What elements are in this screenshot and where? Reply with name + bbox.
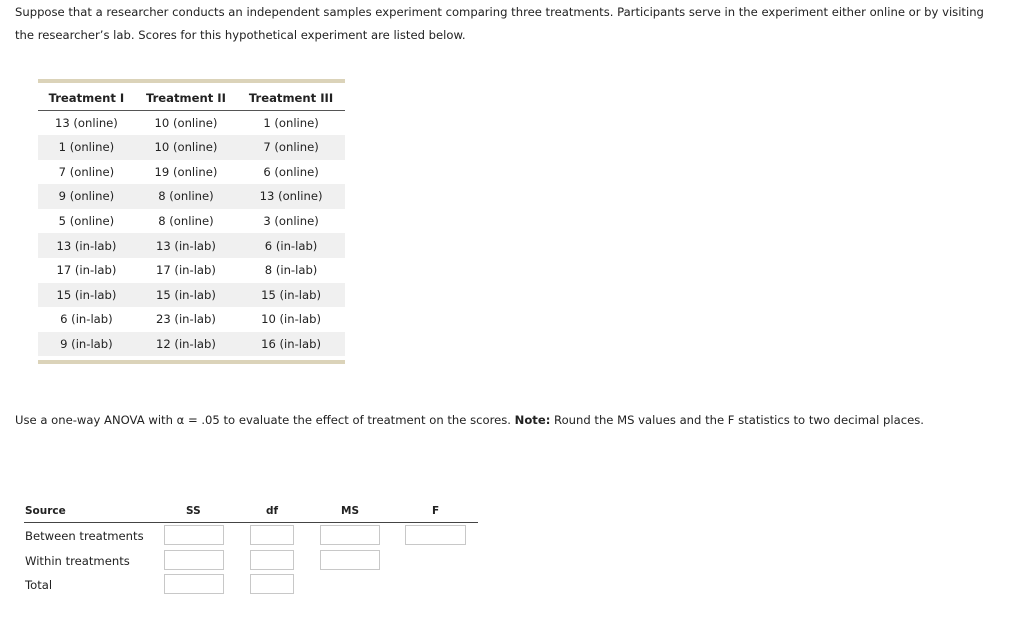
table-cell: 10 (in-lab) (261, 312, 322, 327)
anova-row-within (24, 549, 478, 574)
table-cell: 9 (in-lab) (38, 332, 135, 357)
table-row (38, 184, 345, 209)
table-cell: 9 (online) (38, 184, 135, 209)
between-ss-input[interactable] (164, 525, 224, 545)
table-cell: 15 (in-lab) (38, 283, 135, 308)
table-row (38, 135, 345, 160)
between-ms-input[interactable] (320, 525, 380, 545)
table-cell: 12 (in-lab) (135, 332, 237, 357)
table-row (38, 160, 345, 185)
total-df-input[interactable] (250, 574, 294, 594)
table-bottom-rule (38, 360, 345, 364)
within-df-input[interactable] (250, 550, 294, 570)
note-text: Round the MS values and the F statistics to two decimal places. (550, 413, 924, 427)
scores-table-grid (38, 83, 345, 356)
header-f: F (432, 505, 440, 517)
table-cell: 3 (online) (263, 214, 319, 229)
table-cell: 15 (in-lab) (237, 283, 345, 308)
between-df-input[interactable] (250, 525, 294, 545)
row-label-within: Within treatments (25, 553, 130, 568)
table-cell: 19 (online) (154, 164, 218, 179)
table-cell: 8 (online) (158, 214, 214, 229)
instruction-text: Use a one-way ANOVA with α = .05 to evaluate the effect of treatment on the scores. (15, 413, 515, 427)
header-ms: MS (341, 505, 360, 517)
header-df: df (266, 505, 279, 517)
table-cell: 10 (online) (154, 116, 218, 130)
anova-row-between (24, 524, 478, 549)
table-row (38, 283, 345, 308)
table-cell: 6 (online) (263, 164, 319, 179)
table-cell: 6 (in-lab) (237, 233, 345, 258)
header-treatment-3: Treatment III (237, 83, 345, 111)
anova-row-total (24, 573, 478, 598)
header-treatment-2: Treatment II (135, 83, 237, 111)
table-cell: 13 (online) (54, 116, 118, 130)
scores-table (38, 79, 345, 364)
table-cell: 5 (online) (58, 214, 115, 229)
table-cell: 16 (in-lab) (237, 332, 345, 357)
table-row (38, 258, 345, 283)
table-cell: 13 (in-lab) (135, 233, 237, 258)
within-ms-input[interactable] (320, 550, 380, 570)
anova-header-row (24, 500, 478, 523)
table-cell: 17 (in-lab) (56, 263, 117, 278)
header-treatment-1: Treatment I (38, 83, 135, 111)
within-ss-input[interactable] (164, 550, 224, 570)
table-row (38, 307, 345, 332)
note-label: Note: (514, 413, 551, 427)
table-row (38, 209, 345, 234)
anova-table (24, 500, 478, 598)
table-row (38, 332, 345, 357)
table-cell: 13 (in-lab) (38, 233, 135, 258)
table-cell: 6 (in-lab) (60, 312, 113, 327)
table-cell: 15 (in-lab) (135, 283, 237, 308)
header-source: Source (25, 505, 66, 517)
table-cell: 8 (in-lab) (264, 263, 318, 278)
table-cell: 1 (online) (38, 135, 135, 160)
row-label-total: Total (25, 578, 53, 592)
table-cell: 10 (online) (135, 135, 237, 160)
table-cell: 7 (online) (237, 135, 345, 160)
between-f-input[interactable] (405, 525, 466, 545)
table-row (38, 233, 345, 258)
total-ss-input[interactable] (164, 574, 224, 594)
table-cell: 7 (online) (58, 164, 115, 179)
table-cell: 8 (online) (135, 184, 237, 209)
problem-intro: Suppose that a researcher conducts an independent samples experiment comparing three treatments. Participants serve in the experiment either online or by visiting the researcher’s lab. Scores for this hypothetical experiment are listed below. (15, 5, 984, 42)
header-ss: SS (186, 505, 201, 517)
anova-instruction (15, 409, 1005, 432)
table-cell: 23 (in-lab) (155, 312, 216, 327)
row-label-between: Between treatments (25, 529, 144, 543)
table-cell: 13 (online) (237, 184, 345, 209)
table-header-row (38, 83, 345, 111)
table-cell: 17 (in-lab) (155, 263, 216, 278)
table-cell: 1 (online) (263, 116, 319, 130)
table-row (38, 111, 345, 136)
